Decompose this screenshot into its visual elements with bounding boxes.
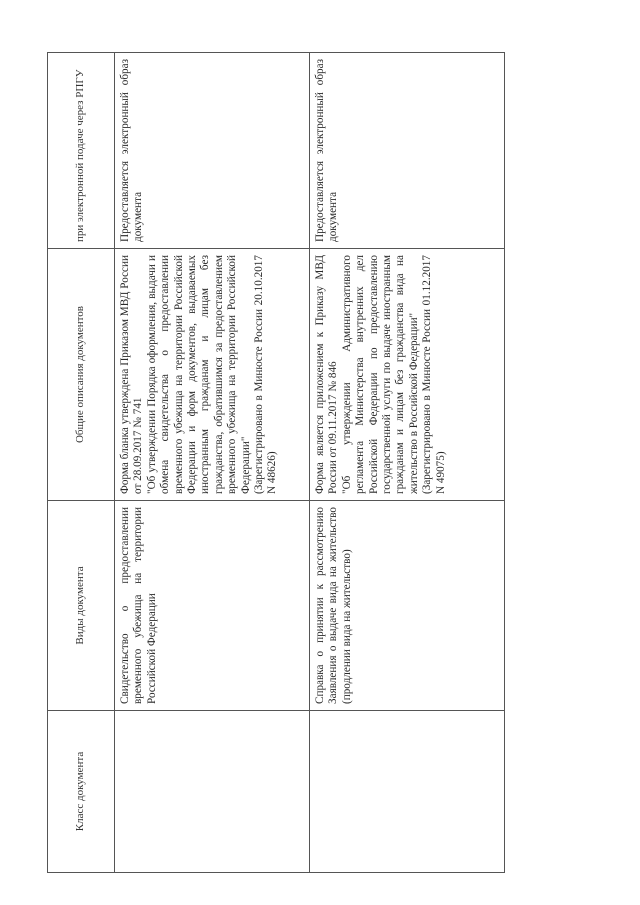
- cell-description: [310, 249, 505, 501]
- header-document-descriptions: Общие описания документов: [48, 249, 115, 501]
- cell-document-type: Свидетельство о предоставлении временного убежища на территории Российской Федерации: [115, 501, 310, 711]
- cell-electronic: Предоставляется электронный образ документа: [310, 53, 505, 249]
- description-form-line: Форма является приложением к Приказу МВД России от 09.11.2017 № 846: [314, 255, 340, 494]
- cell-class: [115, 711, 310, 873]
- table-header-row: [48, 53, 115, 873]
- header-document-class: Класс документа: [48, 711, 115, 873]
- table-row: [115, 53, 310, 873]
- description-registration: (Зарегистрировано в Минюсте России 01.12.2017 N 49075): [421, 255, 447, 494]
- cell-class: [310, 711, 505, 873]
- description-order-title: "Об утверждении Административного регламента Министерства внутренних дел Российской Федерации по предоставлению государственной услуги по выдаче иностранным гражданам и лицам без гражданства вида на жительство в Российской Федерации": [340, 255, 420, 494]
- header-electronic-submission: при электронной подаче через РПГУ: [48, 53, 115, 249]
- description-order-title: "Об утверждении Порядка оформления, выдачи и обмена свидетельства о предоставлении временного убежища на территории Российской Федерации и форм документов, выдаваемых иностранным гражданам и лицам без гражданства, обратившимся за предоставлением временного убежища на территории Российской Федерации": [145, 255, 252, 494]
- rotated-document-page: [47, 53, 447, 873]
- description-form-line: Форма бланка утверждена Приказом МВД России от 28.09.2017 № 741: [119, 255, 145, 494]
- cell-document-type: Справка о принятии к рассмотрению Заявления о выдаче вида на жительство (продлении вида на жительство): [310, 501, 505, 711]
- cell-electronic: Предоставляется электронный образ документа: [115, 53, 310, 249]
- description-registration: (Зарегистрировано в Минюсте России 20.10.2017 N 48626): [253, 255, 279, 494]
- header-document-types: Виды документа: [48, 501, 115, 711]
- documents-table: [47, 52, 505, 873]
- cell-description: [115, 249, 310, 501]
- table-row: [310, 53, 505, 873]
